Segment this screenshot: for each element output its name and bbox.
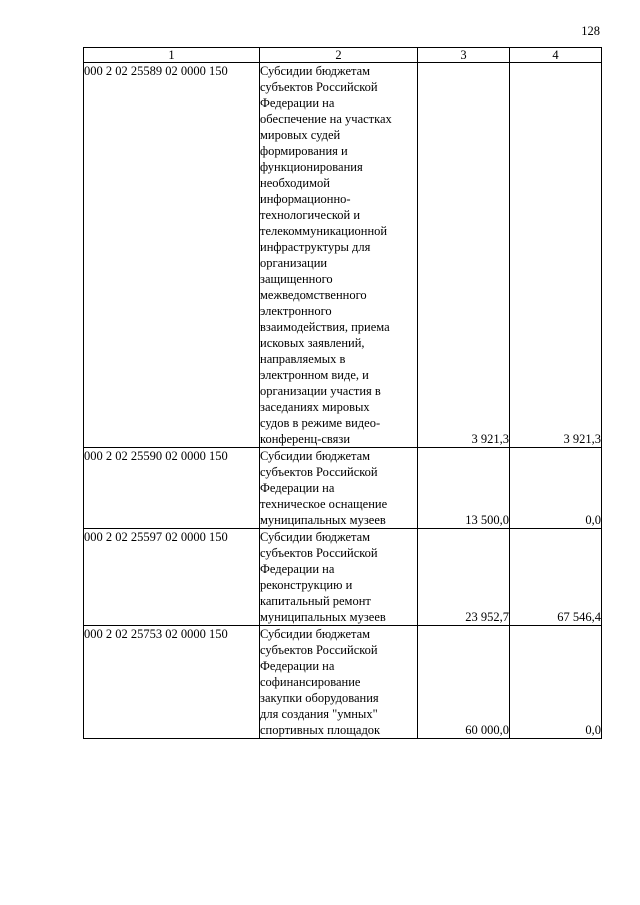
column-header-1: 1 — [84, 48, 260, 63]
budget-code-cell: 000 2 02 25597 02 0000 150 — [84, 529, 260, 626]
amount-column-4-cell: 67 546,4 — [510, 529, 602, 626]
table-body — [84, 63, 602, 739]
budget-table — [83, 47, 602, 739]
description-cell: Субсидии бюджетам субъектов Российской Федерации на реконструкцию и капитальный ремонт муниципальных музеев — [260, 529, 418, 626]
table-row — [84, 448, 602, 529]
amount-column-3-cell: 60 000,0 — [418, 626, 510, 739]
column-header-3: 3 — [418, 48, 510, 63]
column-header-4: 4 — [510, 48, 602, 63]
amount-column-3-cell: 13 500,0 — [418, 448, 510, 529]
table-row — [84, 626, 602, 739]
column-header-2: 2 — [260, 48, 418, 63]
description-cell: Субсидии бюджетам субъектов Российской Федерации на обеспечение на участках мировых судей формирования и функционирования необходимой информационно- технологической и телекоммуникационной инфраструктуры для организации защищенного межведомственного электронного взаимодействия, приема исковых заявлений, направляемых в электронном виде, и организации участия в заседаниях мировых судов в режиме видео- конференц-связи — [260, 63, 418, 448]
budget-code-cell: 000 2 02 25753 02 0000 150 — [84, 626, 260, 739]
table-row — [84, 63, 602, 448]
amount-column-3-cell: 23 952,7 — [418, 529, 510, 626]
amount-column-4-cell: 3 921,3 — [510, 63, 602, 448]
budget-code-cell: 000 2 02 25589 02 0000 150 — [84, 63, 260, 448]
amount-column-4-cell: 0,0 — [510, 448, 602, 529]
amount-column-3-cell: 3 921,3 — [418, 63, 510, 448]
page-number: 128 — [581, 24, 600, 38]
header-row — [84, 48, 602, 63]
description-cell: Субсидии бюджетам субъектов Российской Федерации на техническое оснащение муниципальных музеев — [260, 448, 418, 529]
amount-column-4-cell: 0,0 — [510, 626, 602, 739]
table-row — [84, 529, 602, 626]
budget-code-cell: 000 2 02 25590 02 0000 150 — [84, 448, 260, 529]
description-cell: Субсидии бюджетам субъектов Российской Федерации на софинансирование закупки оборудования для создания "умных" спортивных площадок — [260, 626, 418, 739]
table-header — [84, 48, 602, 63]
